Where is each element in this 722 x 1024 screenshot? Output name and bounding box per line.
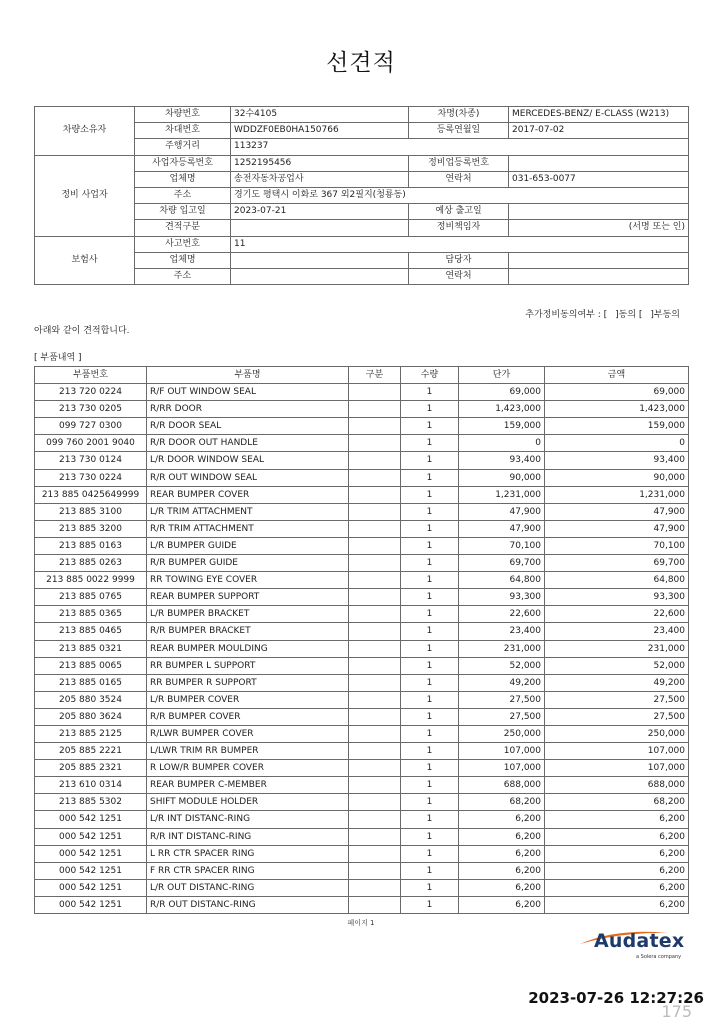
part-category — [349, 896, 401, 913]
part-no: 213 885 0321 — [35, 640, 147, 657]
vehicle-no-value: 32수4105 — [231, 107, 409, 123]
part-amount: 6,200 — [545, 879, 689, 896]
part-no: 213 885 3200 — [35, 520, 147, 537]
address-label: 주소 — [135, 188, 231, 204]
part-no: 213 730 0224 — [35, 469, 147, 486]
part-category — [349, 708, 401, 725]
insurer-person-label: 담당자 — [409, 252, 509, 268]
mileage-label: 주행거리 — [135, 139, 231, 155]
part-unit-price: 70,100 — [459, 537, 545, 554]
insurer-contact-label: 연락처 — [409, 269, 509, 285]
part-category — [349, 623, 401, 640]
part-name: L RR CTR SPACER RING — [147, 845, 349, 862]
part-category — [349, 452, 401, 469]
part-amount: 23,400 — [545, 623, 689, 640]
table-row — [35, 708, 689, 725]
part-no: 213 885 5302 — [35, 794, 147, 811]
part-name: R/R INT DISTANC-RING — [147, 828, 349, 845]
part-unit-price: 27,500 — [459, 691, 545, 708]
document-title: 선견적 — [326, 50, 396, 76]
part-no: 205 880 3524 — [35, 691, 147, 708]
part-quantity: 1 — [401, 777, 459, 794]
in-date-value: 2023-07-21 — [231, 204, 409, 220]
part-category — [349, 384, 401, 401]
vin-label: 차대번호 — [135, 123, 231, 139]
part-amount: 47,900 — [545, 520, 689, 537]
part-no: 205 885 2221 — [35, 743, 147, 760]
part-quantity: 1 — [401, 401, 459, 418]
part-category — [349, 486, 401, 503]
part-unit-price: 49,200 — [459, 674, 545, 691]
part-name: F RR CTR SPACER RING — [147, 862, 349, 879]
vehicle-no-label: 차량번호 — [135, 107, 231, 123]
model-value: MERCEDES-BENZ/ E-CLASS (W213) — [509, 107, 689, 123]
part-unit-price: 0 — [459, 435, 545, 452]
part-name: L/R BUMPER GUIDE — [147, 537, 349, 554]
header-part-no: 부품번호 — [35, 367, 147, 384]
insurer-address-label: 주소 — [135, 269, 231, 285]
part-quantity: 1 — [401, 469, 459, 486]
part-name: R/R BUMPER COVER — [147, 708, 349, 725]
part-name: RR BUMPER R SUPPORT — [147, 674, 349, 691]
part-amount: 93,300 — [545, 589, 689, 606]
part-name: REAR BUMPER MOULDING — [147, 640, 349, 657]
part-name: L/R OUT DISTANC-RING — [147, 879, 349, 896]
vin-value: WDDZF0EB0HA150766 — [231, 123, 409, 139]
consent-prefix: 추가정비동의여부 : [ — [525, 310, 608, 320]
part-unit-price: 6,200 — [459, 845, 545, 862]
part-name: SHIFT MODULE HOLDER — [147, 794, 349, 811]
capture-timestamp: 2023-07-26 12:27:26 — [528, 989, 704, 1007]
part-category — [349, 503, 401, 520]
part-name: L/LWR TRIM RR BUMPER — [147, 743, 349, 760]
part-unit-price: 93,300 — [459, 589, 545, 606]
part-category — [349, 640, 401, 657]
part-amount: 69,000 — [545, 384, 689, 401]
part-category — [349, 725, 401, 742]
repairer-group-label: 정비 사업자 — [35, 155, 135, 236]
parts-table — [34, 366, 689, 914]
accident-no-value: 11 — [231, 236, 689, 252]
part-amount: 52,000 — [545, 657, 689, 674]
part-amount: 1,423,000 — [545, 401, 689, 418]
part-no: 213 885 0263 — [35, 555, 147, 572]
part-quantity: 1 — [401, 657, 459, 674]
part-name: R/R BUMPER GUIDE — [147, 555, 349, 572]
table-row — [35, 743, 689, 760]
part-no: 213 885 0163 — [35, 537, 147, 554]
part-amount: 93,400 — [545, 452, 689, 469]
part-category — [349, 743, 401, 760]
logo-tagline: a Solera company — [636, 954, 682, 960]
part-quantity: 1 — [401, 845, 459, 862]
additional-repair-consent — [525, 307, 680, 320]
part-no: 099 727 0300 — [35, 418, 147, 435]
address-value: 경기도 평택시 이화로 367 외2필지(청룡동) — [231, 188, 689, 204]
part-quantity: 1 — [401, 486, 459, 503]
header-unit-price: 단가 — [459, 367, 545, 384]
company-value: 송전자동차공업사 — [231, 171, 409, 187]
company-label: 업체명 — [135, 171, 231, 187]
part-amount: 6,200 — [545, 828, 689, 845]
table-row — [35, 777, 689, 794]
part-quantity: 1 — [401, 743, 459, 760]
reg-date-value: 2017-07-02 — [509, 123, 689, 139]
part-name: R/R TRIM ATTACHMENT — [147, 520, 349, 537]
part-name: R/RR DOOR — [147, 401, 349, 418]
owner-group-label: 차량소유자 — [35, 107, 135, 156]
part-quantity: 1 — [401, 589, 459, 606]
intro-text: 아래와 같이 견적합니다. — [34, 326, 130, 336]
part-name: R LOW/R BUMPER COVER — [147, 760, 349, 777]
part-amount: 6,200 — [545, 896, 689, 913]
part-quantity: 1 — [401, 452, 459, 469]
part-quantity: 1 — [401, 708, 459, 725]
insurer-address-value — [231, 269, 409, 285]
part-quantity: 1 — [401, 725, 459, 742]
repair-reg-value — [509, 155, 689, 171]
in-date-label: 차량 입고일 — [135, 204, 231, 220]
part-quantity: 1 — [401, 862, 459, 879]
part-no: 213 885 3100 — [35, 503, 147, 520]
part-unit-price: 69,000 — [459, 384, 545, 401]
part-amount: 68,200 — [545, 794, 689, 811]
part-name: REAR BUMPER COVER — [147, 486, 349, 503]
part-category — [349, 606, 401, 623]
part-category — [349, 811, 401, 828]
part-name: L/R TRIM ATTACHMENT — [147, 503, 349, 520]
table-row — [35, 435, 689, 452]
model-label: 차명(차종) — [409, 107, 509, 123]
part-no: 213 885 0465 — [35, 623, 147, 640]
part-amount: 27,500 — [545, 691, 689, 708]
part-unit-price: 47,900 — [459, 503, 545, 520]
part-category — [349, 572, 401, 589]
table-row — [35, 896, 689, 913]
part-no: 213 885 0765 — [35, 589, 147, 606]
part-amount: 159,000 — [545, 418, 689, 435]
part-quantity: 1 — [401, 606, 459, 623]
parts-section-label: [ 부품내역 ] — [34, 353, 82, 363]
part-unit-price: 159,000 — [459, 418, 545, 435]
table-row — [35, 623, 689, 640]
part-quantity: 1 — [401, 640, 459, 657]
part-quantity: 1 — [401, 572, 459, 589]
part-name: L/R BUMPER COVER — [147, 691, 349, 708]
part-no: 213 730 0124 — [35, 452, 147, 469]
part-category — [349, 401, 401, 418]
part-name: R/F OUT WINDOW SEAL — [147, 384, 349, 401]
mileage-value: 113237 — [231, 139, 689, 155]
insurer-company-value — [231, 252, 409, 268]
consent-disagree-label: ]부동의 — [650, 310, 680, 320]
part-unit-price: 64,800 — [459, 572, 545, 589]
contact-value: 031-653-0077 — [509, 171, 689, 187]
part-category — [349, 674, 401, 691]
part-category — [349, 418, 401, 435]
part-unit-price: 6,200 — [459, 811, 545, 828]
table-row — [35, 503, 689, 520]
part-name: RR TOWING EYE COVER — [147, 572, 349, 589]
part-quantity: 1 — [401, 435, 459, 452]
table-row — [35, 760, 689, 777]
part-no: 000 542 1251 — [35, 828, 147, 845]
out-date-label: 예상 출고일 — [409, 204, 509, 220]
parts-header-row — [35, 367, 689, 384]
part-quantity: 1 — [401, 828, 459, 845]
part-unit-price: 68,200 — [459, 794, 545, 811]
part-category — [349, 555, 401, 572]
insurer-contact-value — [509, 269, 689, 285]
part-quantity: 1 — [401, 555, 459, 572]
consent-agree-label: ]동의 [ — [615, 310, 643, 320]
part-name: R/LWR BUMPER COVER — [147, 725, 349, 742]
part-unit-price: 93,400 — [459, 452, 545, 469]
logo-name: Audatex — [594, 930, 685, 952]
table-row — [35, 469, 689, 486]
part-name: R/R DOOR OUT HANDLE — [147, 435, 349, 452]
part-name: L/R BUMPER BRACKET — [147, 606, 349, 623]
table-row — [35, 862, 689, 879]
part-amount: 688,000 — [545, 777, 689, 794]
part-name: REAR BUMPER C-MEMBER — [147, 777, 349, 794]
table-row — [35, 452, 689, 469]
page-number: 페이지 1 — [347, 919, 375, 927]
out-date-value — [509, 204, 689, 220]
table-row — [35, 384, 689, 401]
part-amount: 6,200 — [545, 845, 689, 862]
part-unit-price: 107,000 — [459, 743, 545, 760]
table-row — [35, 828, 689, 845]
part-quantity: 1 — [401, 537, 459, 554]
part-quantity: 1 — [401, 418, 459, 435]
part-no: 000 542 1251 — [35, 845, 147, 862]
part-quantity: 1 — [401, 623, 459, 640]
table-row — [35, 486, 689, 503]
table-row — [35, 725, 689, 742]
part-unit-price: 1,231,000 — [459, 486, 545, 503]
part-unit-price: 22,600 — [459, 606, 545, 623]
part-unit-price: 6,200 — [459, 896, 545, 913]
part-quantity: 1 — [401, 691, 459, 708]
table-row — [35, 401, 689, 418]
part-unit-price: 250,000 — [459, 725, 545, 742]
part-no: 213 730 0205 — [35, 401, 147, 418]
part-category — [349, 794, 401, 811]
part-name: L/R INT DISTANC-RING — [147, 811, 349, 828]
part-no: 000 542 1251 — [35, 811, 147, 828]
part-no: 213 885 0065 — [35, 657, 147, 674]
table-row — [35, 811, 689, 828]
part-unit-price: 6,200 — [459, 879, 545, 896]
part-amount: 64,800 — [545, 572, 689, 589]
table-row — [35, 657, 689, 674]
part-category — [349, 520, 401, 537]
part-unit-price: 688,000 — [459, 777, 545, 794]
part-amount: 107,000 — [545, 743, 689, 760]
part-no: 213 885 0365 — [35, 606, 147, 623]
part-category — [349, 828, 401, 845]
header-category: 구분 — [349, 367, 401, 384]
part-no: 213 885 0425649999 — [35, 486, 147, 503]
part-no: 213 885 0022 9999 — [35, 572, 147, 589]
part-unit-price: 90,000 — [459, 469, 545, 486]
table-row — [35, 794, 689, 811]
estimate-type-value — [231, 220, 409, 236]
part-amount: 107,000 — [545, 760, 689, 777]
accident-no-label: 사고번호 — [135, 236, 231, 252]
part-amount: 47,900 — [545, 503, 689, 520]
part-quantity: 1 — [401, 520, 459, 537]
part-quantity: 1 — [401, 384, 459, 401]
contact-label: 연락처 — [409, 171, 509, 187]
repair-reg-label: 정비업등록번호 — [409, 155, 509, 171]
part-amount: 22,600 — [545, 606, 689, 623]
table-row — [35, 589, 689, 606]
part-no: 000 542 1251 — [35, 896, 147, 913]
part-amount: 70,100 — [545, 537, 689, 554]
part-category — [349, 691, 401, 708]
table-row — [35, 572, 689, 589]
part-amount: 6,200 — [545, 811, 689, 828]
part-quantity: 1 — [401, 879, 459, 896]
table-row — [35, 418, 689, 435]
part-unit-price: 47,900 — [459, 520, 545, 537]
part-name: RR BUMPER L SUPPORT — [147, 657, 349, 674]
part-unit-price: 6,200 — [459, 862, 545, 879]
part-no: 205 880 3624 — [35, 708, 147, 725]
table-row — [35, 691, 689, 708]
part-amount: 6,200 — [545, 862, 689, 879]
part-category — [349, 879, 401, 896]
part-name: R/R DOOR SEAL — [147, 418, 349, 435]
insurer-person-value — [509, 252, 689, 268]
part-name: REAR BUMPER SUPPORT — [147, 589, 349, 606]
part-name: R/R OUT DISTANC-RING — [147, 896, 349, 913]
part-name: R/R BUMPER BRACKET — [147, 623, 349, 640]
part-amount: 231,000 — [545, 640, 689, 657]
table-row — [35, 555, 689, 572]
part-name: R/R OUT WINDOW SEAL — [147, 469, 349, 486]
insurer-company-label: 업체명 — [135, 252, 231, 268]
insurer-group-label: 보험사 — [35, 236, 135, 285]
part-no: 099 760 2001 9040 — [35, 435, 147, 452]
part-no: 000 542 1251 — [35, 862, 147, 879]
table-row — [35, 520, 689, 537]
part-no: 000 542 1251 — [35, 879, 147, 896]
table-row — [35, 674, 689, 691]
vehicle-info-table — [34, 106, 689, 285]
header-quantity: 수량 — [401, 367, 459, 384]
header-part-name: 부품명 — [147, 367, 349, 384]
part-amount: 250,000 — [545, 725, 689, 742]
page-count-badge: 175 — [661, 1002, 692, 1021]
part-unit-price: 27,500 — [459, 708, 545, 725]
table-row — [35, 606, 689, 623]
audatex-logo — [576, 928, 686, 968]
part-unit-price: 6,200 — [459, 828, 545, 845]
part-amount: 90,000 — [545, 469, 689, 486]
part-unit-price: 107,000 — [459, 760, 545, 777]
part-category — [349, 862, 401, 879]
part-category — [349, 435, 401, 452]
part-category — [349, 845, 401, 862]
biz-no-value: 1252195456 — [231, 155, 409, 171]
part-quantity: 1 — [401, 896, 459, 913]
part-category — [349, 777, 401, 794]
header-amount: 금액 — [545, 367, 689, 384]
part-no: 213 885 2125 — [35, 725, 147, 742]
part-category — [349, 537, 401, 554]
part-amount: 27,500 — [545, 708, 689, 725]
part-unit-price: 52,000 — [459, 657, 545, 674]
manager-signature: (서명 또는 인) — [509, 220, 689, 236]
part-no: 213 720 0224 — [35, 384, 147, 401]
manager-label: 정비책임자 — [409, 220, 509, 236]
part-amount: 49,200 — [545, 674, 689, 691]
part-unit-price: 69,700 — [459, 555, 545, 572]
table-row — [35, 640, 689, 657]
part-no: 205 885 2321 — [35, 760, 147, 777]
table-row — [35, 537, 689, 554]
part-category — [349, 589, 401, 606]
part-no: 213 610 0314 — [35, 777, 147, 794]
part-no: 213 885 0165 — [35, 674, 147, 691]
part-quantity: 1 — [401, 503, 459, 520]
part-category — [349, 760, 401, 777]
part-unit-price: 23,400 — [459, 623, 545, 640]
part-category — [349, 657, 401, 674]
table-row — [35, 845, 689, 862]
part-quantity: 1 — [401, 811, 459, 828]
biz-no-label: 사업자등록번호 — [135, 155, 231, 171]
part-category — [349, 469, 401, 486]
reg-date-label: 등록연월일 — [409, 123, 509, 139]
part-quantity: 1 — [401, 760, 459, 777]
part-amount: 69,700 — [545, 555, 689, 572]
part-unit-price: 231,000 — [459, 640, 545, 657]
part-quantity: 1 — [401, 794, 459, 811]
part-unit-price: 1,423,000 — [459, 401, 545, 418]
part-name: L/R DOOR WINDOW SEAL — [147, 452, 349, 469]
part-quantity: 1 — [401, 674, 459, 691]
part-amount: 1,231,000 — [545, 486, 689, 503]
table-row — [35, 879, 689, 896]
estimate-type-label: 견적구분 — [135, 220, 231, 236]
part-amount: 0 — [545, 435, 689, 452]
